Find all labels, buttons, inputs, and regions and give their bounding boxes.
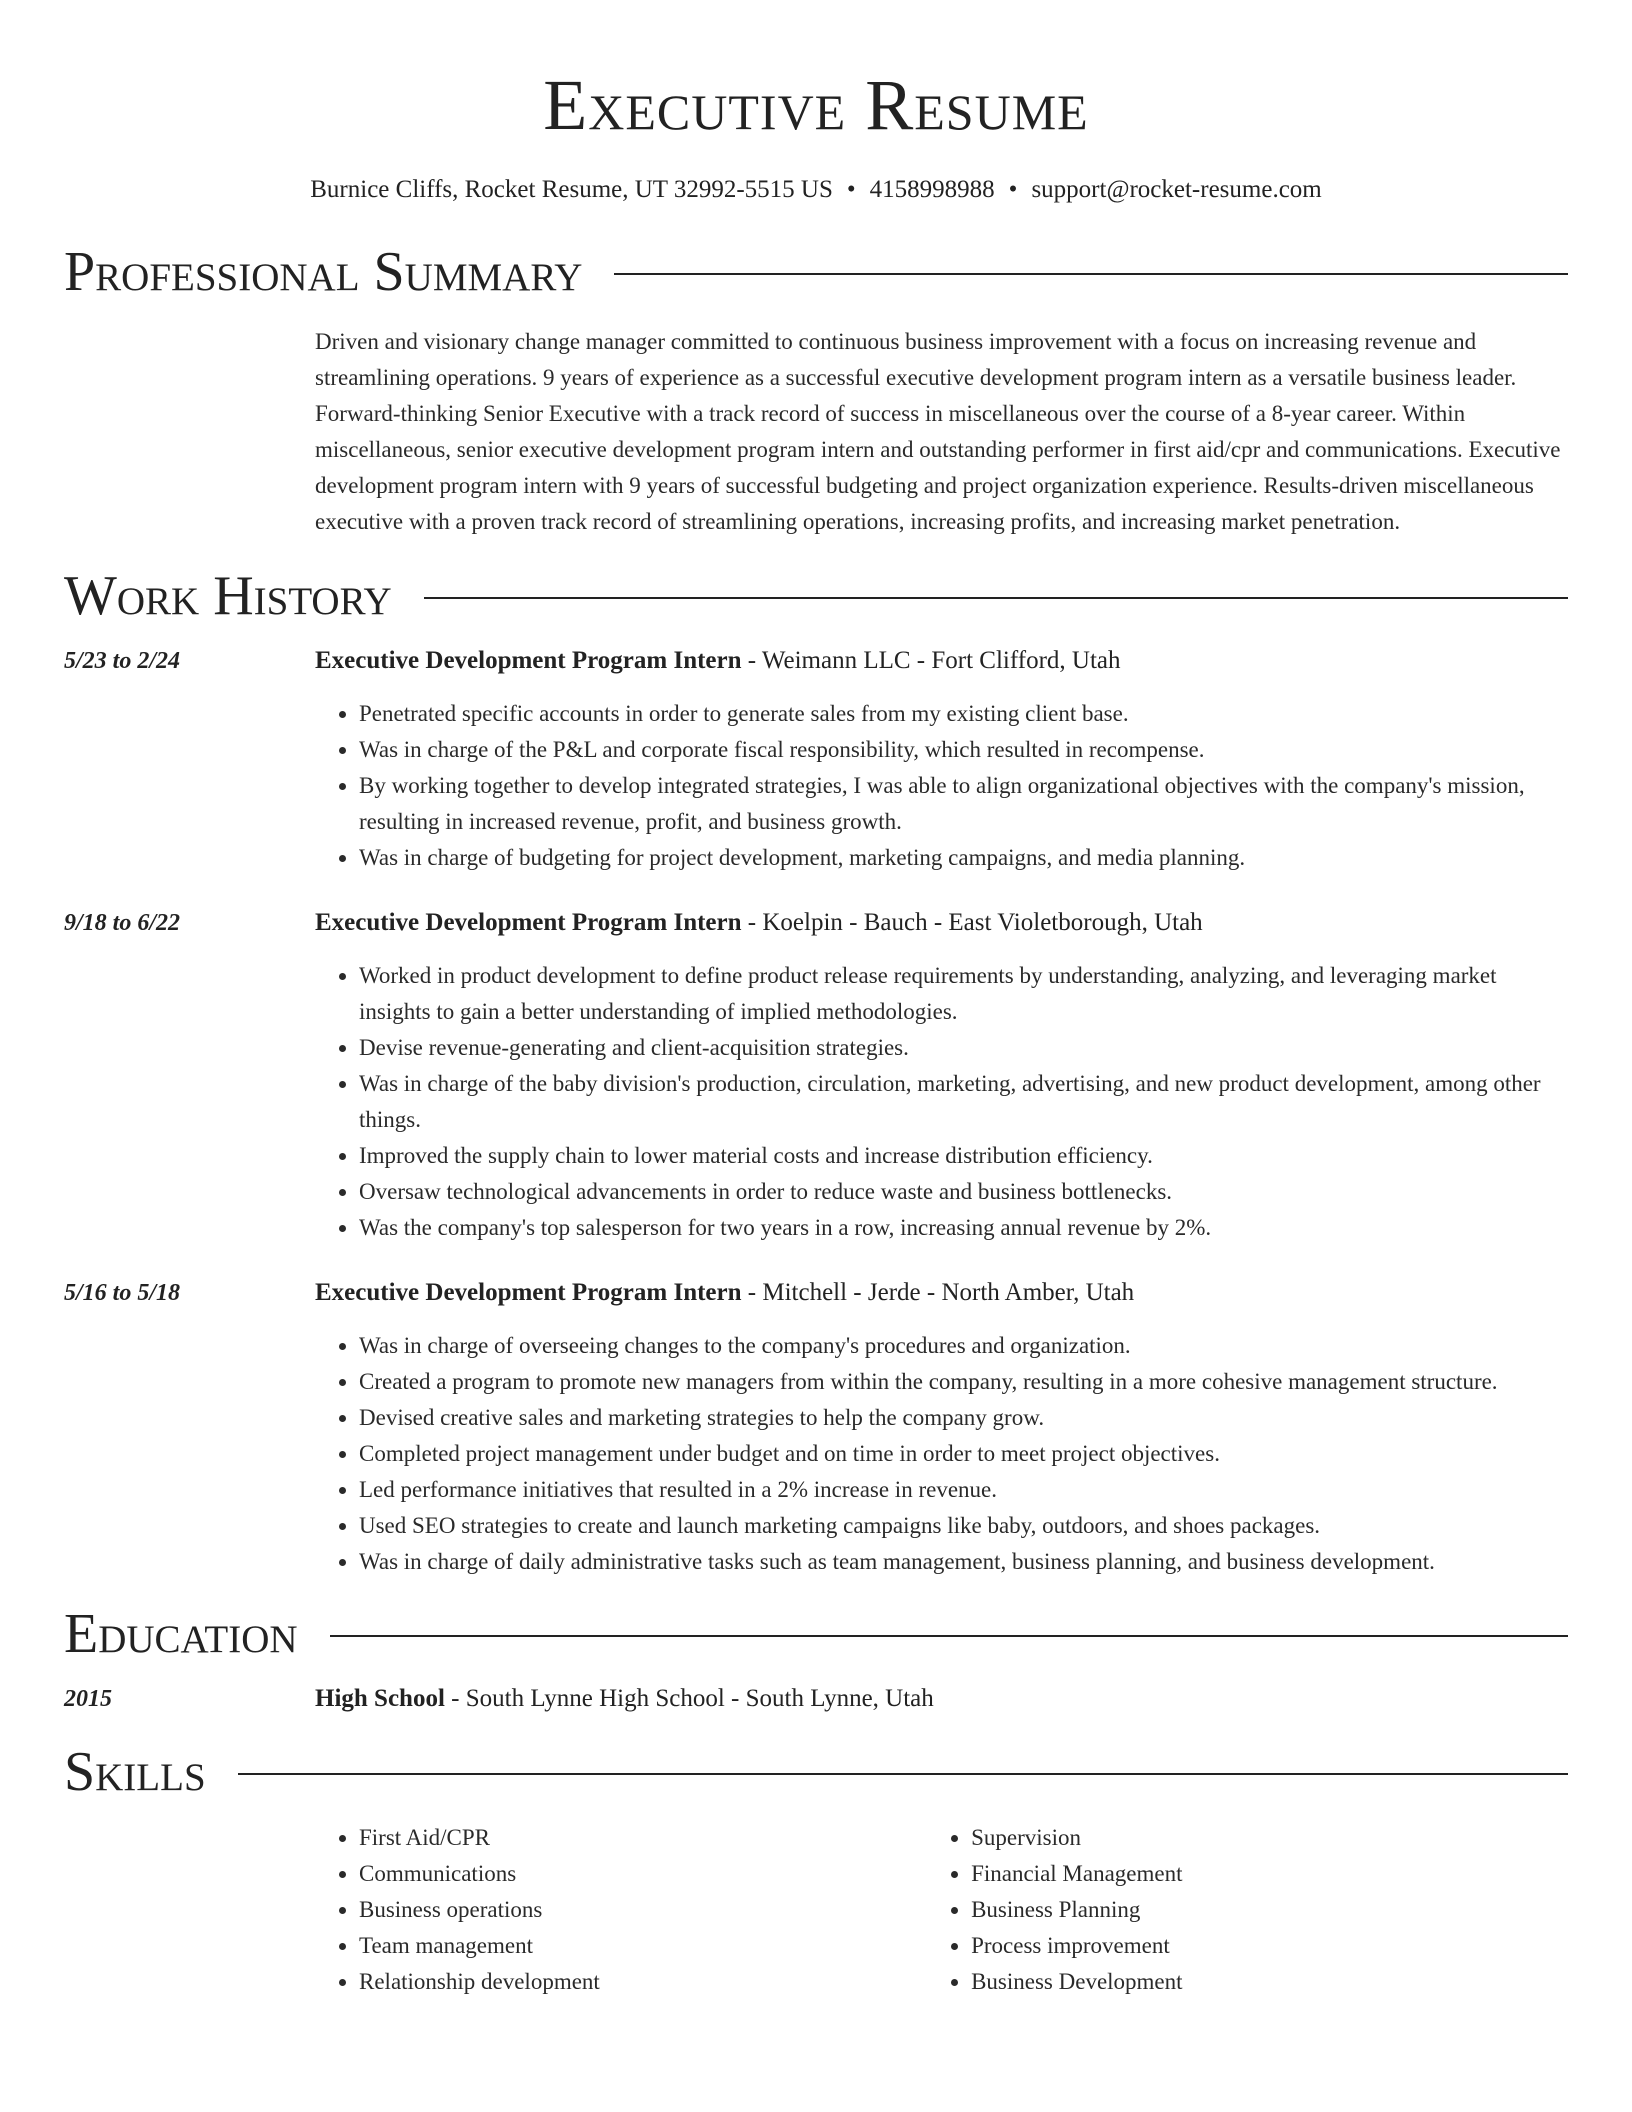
job-employer: - Mitchell - Jerde - North Amber, Utah bbox=[741, 1279, 1135, 1306]
skills-list bbox=[315, 1820, 1568, 2000]
education-date: 2015 bbox=[64, 1686, 112, 1712]
section-divider bbox=[424, 597, 1568, 599]
job-employer: - Koelpin - Bauch - East Violetborough, Utah bbox=[741, 909, 1203, 936]
skill-item: • Team management bbox=[359, 1928, 927, 1964]
section-divider bbox=[238, 1773, 1568, 1775]
education-school: - South Lynne High School - South Lynne, Utah bbox=[444, 1685, 934, 1712]
contact-separator: • bbox=[846, 176, 856, 203]
job-bullets bbox=[315, 958, 1568, 1246]
skill-item: • Business operations bbox=[359, 1892, 927, 1928]
list-item: • Created a program to promote new managers from within the company, resulting in a more cohesive management structure. bbox=[359, 1364, 1568, 1400]
section-title: Skills bbox=[64, 1741, 206, 1803]
job-date: 5/16 to 5/18 bbox=[64, 1280, 181, 1306]
section-header-skills bbox=[64, 1740, 1568, 1804]
list-item: • Worked in product development to define product release requirements by understanding, analyzing, and leveraging market insights to gain a better understanding of implied methodologies. bbox=[359, 958, 1568, 1030]
skills-column-left bbox=[315, 1820, 927, 2000]
section-header-work-history bbox=[64, 564, 1568, 628]
list-item: • Was the company's top salesperson for two years in a row, increasing annual revenue by 2%. bbox=[359, 1210, 1568, 1246]
job-bullets bbox=[315, 696, 1568, 876]
list-item: • Was in charge of the baby division's production, circulation, marketing, advertising, and new product development, among other things. bbox=[359, 1066, 1568, 1138]
job-date: 5/23 to 2/24 bbox=[64, 648, 181, 674]
contact-line bbox=[64, 174, 1568, 206]
contact-phone: 4158998988 bbox=[869, 176, 995, 203]
education-heading bbox=[315, 1682, 1568, 1716]
skill-item: • Business Planning bbox=[971, 1892, 1568, 1928]
list-item: • Improved the supply chain to lower material costs and increase distribution efficiency. bbox=[359, 1138, 1568, 1174]
job-body bbox=[315, 644, 1568, 876]
list-item: • Penetrated specific accounts in order to generate sales from my existing client base. bbox=[359, 696, 1568, 732]
contact-address: Burnice Cliffs, Rocket Resume, UT 32992-5515 US bbox=[310, 176, 833, 203]
section-divider bbox=[330, 1635, 1568, 1637]
contact-email: support@rocket-resume.com bbox=[1031, 176, 1322, 203]
resume-page bbox=[64, 0, 1568, 2000]
job-title: Executive Development Program Intern bbox=[315, 1279, 742, 1306]
skill-item: • Relationship development bbox=[359, 1964, 927, 2000]
job-heading bbox=[315, 644, 1568, 678]
education-body bbox=[315, 1682, 1568, 1716]
list-item: • Was in charge of daily administrative tasks such as team management, business planning, and business development. bbox=[359, 1544, 1568, 1580]
resume-title: Executive Resume bbox=[543, 65, 1089, 145]
list-item: • Devise revenue-generating and client-acquisition strategies. bbox=[359, 1030, 1568, 1066]
summary-text: Driven and visionary change manager committed to continuous business improvement with a focus on increasing revenue and streamlining operations. 9 years of experience as a successful executive development program intern as a versatile business leader. Forward-thinking Senior Executive with a track record of success in miscellaneous over the course of a 8-year career. Within miscellaneous, senior executive development program intern and outstanding performer in first aid/cpr and communications. Executive development program intern with 9 years of successful budgeting and project organization experience. Results-driven miscellaneous executive with a proven track record of streamlining operations, increasing profits, and increasing market penetration. bbox=[315, 329, 1561, 534]
job-employer: - Weimann LLC - Fort Clifford, Utah bbox=[741, 647, 1121, 674]
job-body bbox=[315, 1276, 1568, 1580]
job-bullets bbox=[315, 1328, 1568, 1580]
education-degree: High School bbox=[315, 1685, 445, 1712]
education-entry bbox=[64, 1682, 1568, 1716]
list-item: • Was in charge of the P&L and corporate fiscal responsibility, which resulted in recompense. bbox=[359, 732, 1568, 768]
list-item: • Used SEO strategies to create and launch marketing campaigns like baby, outdoors, and shoes packages. bbox=[359, 1508, 1568, 1544]
job-body bbox=[315, 906, 1568, 1246]
skill-item: • Business Development bbox=[971, 1964, 1568, 2000]
section-header-education bbox=[64, 1602, 1568, 1666]
list-item: • Was in charge of overseeing changes to the company's procedures and organization. bbox=[359, 1328, 1568, 1364]
job-entry bbox=[64, 1276, 1568, 1580]
section-title: Work History bbox=[64, 565, 392, 627]
section-divider bbox=[614, 273, 1568, 275]
list-item: • Was in charge of budgeting for project development, marketing campaigns, and media planning. bbox=[359, 840, 1568, 876]
contact-separator: • bbox=[1008, 176, 1018, 203]
list-item: • Led performance initiatives that resulted in a 2% increase in revenue. bbox=[359, 1472, 1568, 1508]
job-entry bbox=[64, 906, 1568, 1246]
job-title: Executive Development Program Intern bbox=[315, 647, 742, 674]
section-header-summary bbox=[64, 240, 1568, 304]
job-heading bbox=[315, 1276, 1568, 1310]
skill-item: • Financial Management bbox=[971, 1856, 1568, 1892]
job-heading bbox=[315, 906, 1568, 940]
skills-column-right bbox=[927, 1820, 1568, 2000]
section-title: Professional Summary bbox=[64, 241, 583, 303]
list-item: • Oversaw technological advancements in order to reduce waste and business bottlenecks. bbox=[359, 1174, 1568, 1210]
skill-item: • First Aid/CPR bbox=[359, 1820, 927, 1856]
skill-item: • Process improvement bbox=[971, 1928, 1568, 1964]
skill-item: • Communications bbox=[359, 1856, 927, 1892]
list-item: • By working together to develop integrated strategies, I was able to align organizational objectives with the company's mission, resulting in increased revenue, profit, and business growth. bbox=[359, 768, 1568, 840]
list-item: • Devised creative sales and marketing strategies to help the company grow. bbox=[359, 1400, 1568, 1436]
list-item: • Completed project management under budget and on time in order to meet project objectives. bbox=[359, 1436, 1568, 1472]
section-title: Education bbox=[64, 1603, 298, 1665]
job-date: 9/18 to 6/22 bbox=[64, 910, 181, 936]
skill-item: • Supervision bbox=[971, 1820, 1568, 1856]
job-entry bbox=[64, 644, 1568, 876]
job-title: Executive Development Program Intern bbox=[315, 909, 742, 936]
